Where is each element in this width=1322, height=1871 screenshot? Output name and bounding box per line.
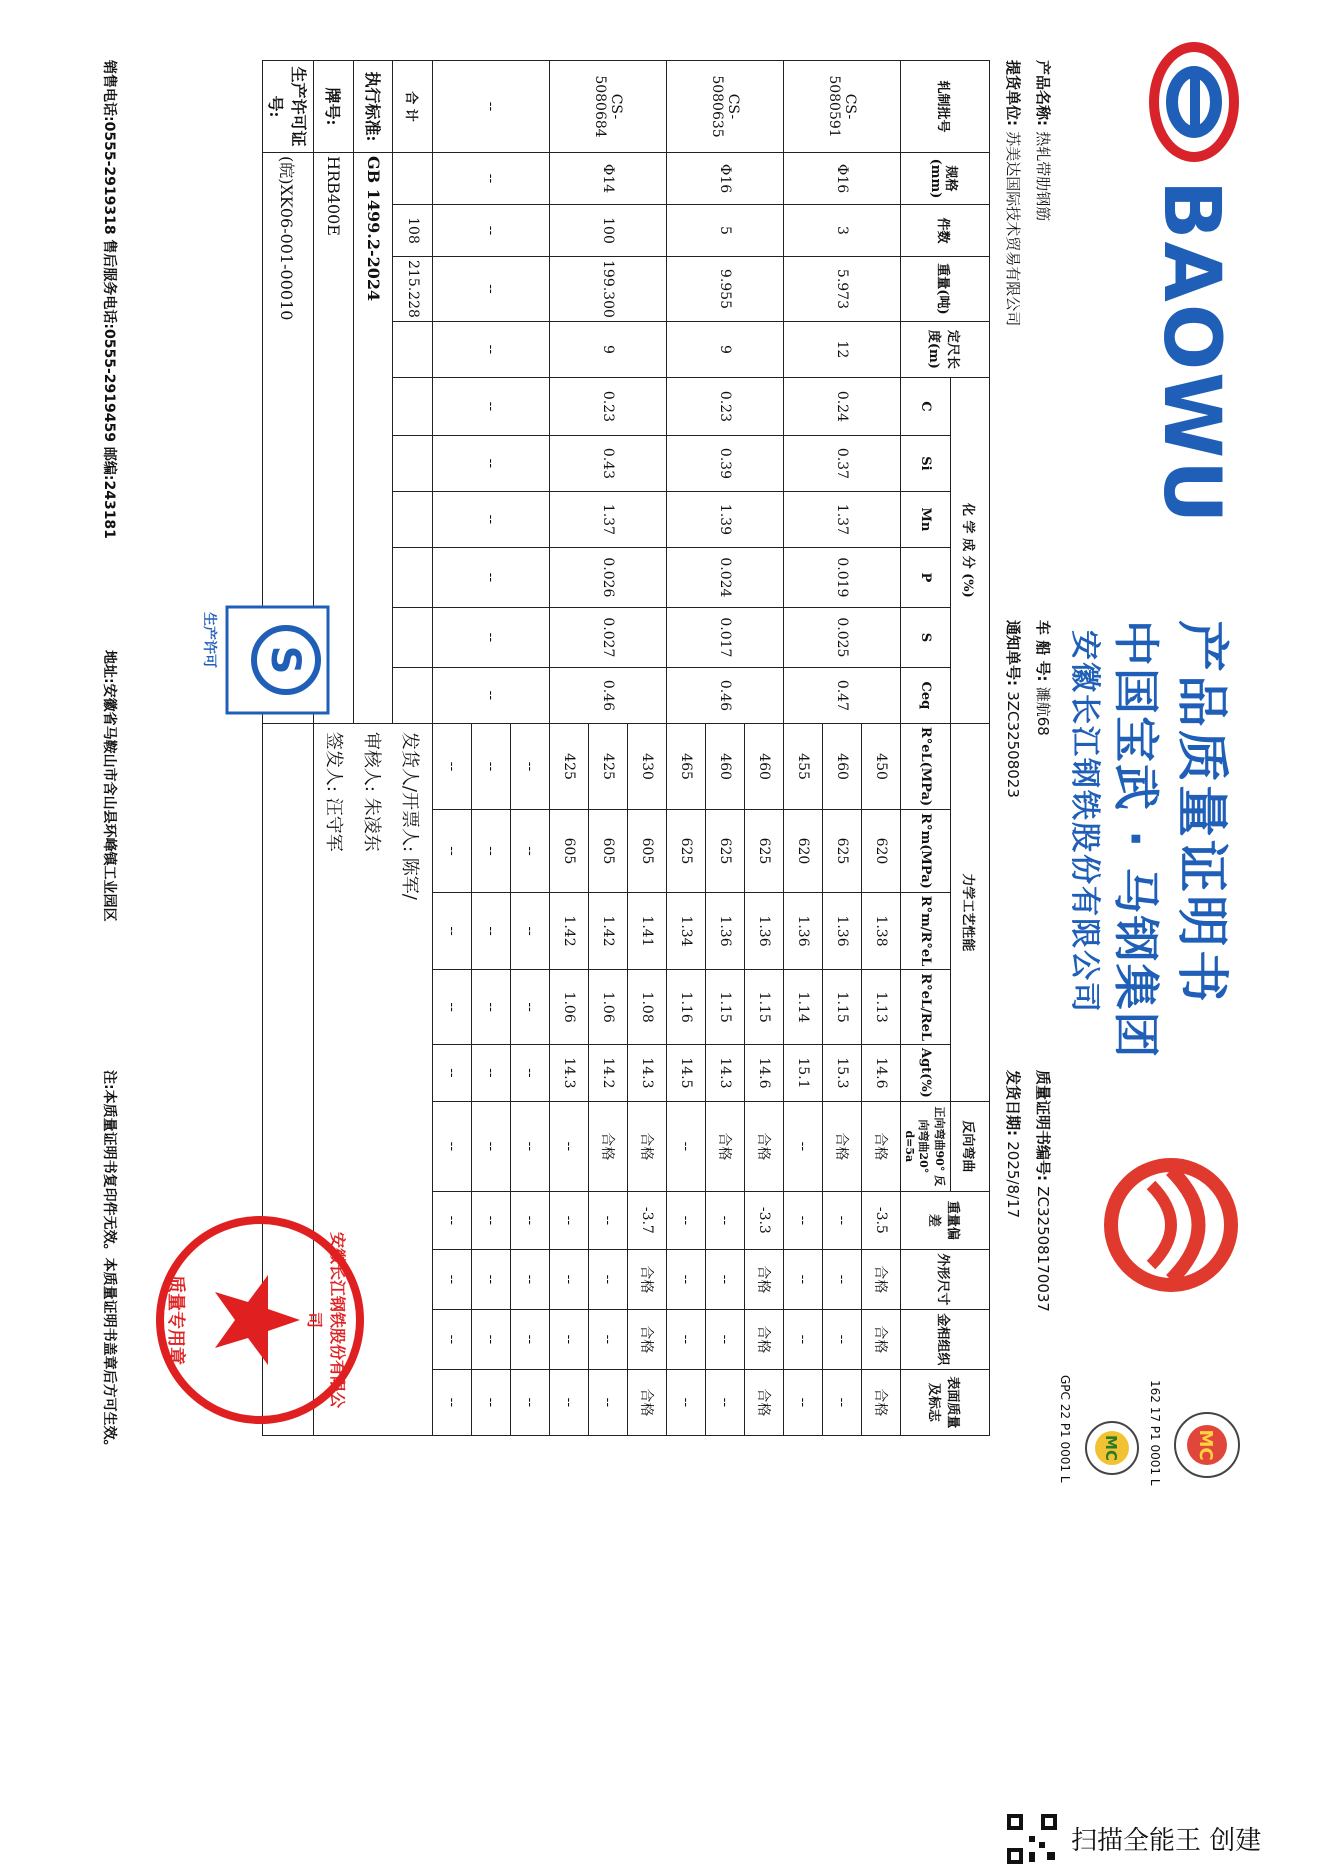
table-cell: -3.5 (862, 1191, 901, 1249)
table-cell: 625 (745, 810, 784, 893)
table-cell: -- (706, 1369, 745, 1435)
table-row (511, 61, 550, 1436)
table-cell: 9.955 (667, 257, 784, 322)
table-cell: 0.017 (667, 607, 784, 667)
table-cell: 0.019 (784, 547, 901, 607)
table-cell: -- (784, 1309, 823, 1369)
table-cell: 450 (862, 723, 901, 809)
table-cell: -- (472, 810, 511, 893)
table-cell: -- (706, 1249, 745, 1309)
table-cell: -- (823, 1249, 862, 1309)
table-cell: CS-5080635 (667, 61, 784, 153)
table-cell: 0.46 (550, 667, 667, 723)
group-name: 中国宝武 · 马钢集团 (1109, 620, 1163, 1060)
table-cell: 15.3 (823, 1045, 862, 1102)
phone-line: 销售电话:0555-2919318 售后服务电话:0555-2919459 邮编:243181 (101, 60, 117, 539)
product-line: 产品名称: 热轧带肋钢筋 (1034, 60, 1052, 222)
table-cell: -- (511, 810, 550, 893)
table-cell: 14.3 (706, 1045, 745, 1102)
table-cell: -- (823, 1309, 862, 1369)
table-cell: 100 (550, 205, 667, 257)
table-cell: -- (433, 153, 550, 205)
table-cell: 1.38 (862, 892, 901, 970)
table-cell: 1.41 (628, 892, 667, 970)
table-cell: 0.24 (784, 377, 901, 435)
table-cell: -- (433, 435, 550, 491)
table-cell: -- (433, 607, 550, 667)
table-cell: -- (589, 1309, 628, 1369)
table-cell: 605 (589, 810, 628, 893)
table-cell: CS-5080684 (550, 61, 667, 153)
table-cell: 0.024 (667, 547, 784, 607)
table-cell: 1.36 (706, 892, 745, 970)
cert-value: ZC32508170037 (1034, 1186, 1052, 1312)
table-row (862, 61, 901, 1436)
table-cell: 0.025 (784, 607, 901, 667)
table-cell: 625 (667, 810, 706, 893)
qs-label: 生产许可 (201, 612, 217, 668)
table-cell: 15.1 (784, 1045, 823, 1102)
table-cell: -- (550, 1191, 589, 1249)
table-cell: -3.3 (745, 1191, 784, 1249)
table-cell: 1.34 (667, 892, 706, 970)
table-cell: -- (589, 1191, 628, 1249)
table-cell: 合格 (862, 1369, 901, 1435)
table-cell: -- (550, 1249, 589, 1309)
table-cell: 14.6 (745, 1045, 784, 1102)
table-cell: 合格 (862, 1101, 901, 1191)
baowu-logo-icon (1144, 40, 1244, 170)
table-cell: -- (433, 61, 550, 153)
table-cell: 合格 (862, 1249, 901, 1309)
header-row-1: 轧制批号 规格(mm) 件数 重量(吨) 定尺长度(m) 化 学 成 分 (%) 力学工艺性能 反向弯曲 重量偏差 外形尺寸 金相组织 表面质量及标志 (951, 61, 990, 1436)
table-cell: -- (433, 205, 550, 257)
mc-green-certification-icon (1084, 1420, 1140, 1476)
address-line: 地址:安徽省马鞍山市含山县环峰镇工业园区 (101, 650, 117, 922)
table-cell: -- (667, 1369, 706, 1435)
certificate-document (50, 30, 1250, 1590)
table-cell: -- (433, 1369, 472, 1435)
table-cell: -- (823, 1191, 862, 1249)
table-cell: 605 (550, 810, 589, 893)
seal-bottom-text: 质量专用章 (165, 1275, 186, 1365)
table-cell: -- (550, 1369, 589, 1435)
notice-value: 3ZC32508023 (1004, 691, 1022, 798)
cert-line: 质量证明书编号: ZC32508170037 (1034, 1070, 1052, 1312)
table-cell: 1.16 (667, 970, 706, 1045)
table-cell: -- (472, 1369, 511, 1435)
qr-code-icon (1005, 1812, 1059, 1866)
table-cell: -- (784, 1249, 823, 1309)
table-cell: 合格 (862, 1309, 901, 1369)
table-cell: -- (511, 1101, 550, 1191)
date-value: 2025/8/17 (1004, 1141, 1022, 1219)
table-cell: 455 (784, 723, 823, 809)
table-cell: 合格 (706, 1101, 745, 1191)
table-cell: -- (706, 1309, 745, 1369)
table-cell: -- (706, 1191, 745, 1249)
table-cell: 0.39 (667, 435, 784, 491)
quality-table (262, 60, 990, 1436)
table-cell: 0.46 (667, 667, 784, 723)
table-cell: 1.08 (628, 970, 667, 1045)
table-cell: 460 (706, 723, 745, 809)
table-cell: Φ16 (784, 153, 901, 205)
table-cell: 1.15 (745, 970, 784, 1045)
table-cell: -- (472, 1249, 511, 1309)
table-cell: 5 (667, 205, 784, 257)
table-cell: 625 (823, 810, 862, 893)
table-cell: 1.15 (823, 970, 862, 1045)
table-cell: -- (433, 970, 472, 1045)
masteel-logo-icon (1096, 1150, 1246, 1300)
table-cell: -- (433, 547, 550, 607)
table-row (745, 61, 784, 1436)
table-cell: 0.23 (550, 377, 667, 435)
table-cell: Φ16 (667, 153, 784, 205)
table-cell: 1.14 (784, 970, 823, 1045)
table-cell: -3.7 (628, 1191, 667, 1249)
table-cell: 合格 (628, 1101, 667, 1191)
seal-top-text: 安徽长江钢铁股份有限公司 (305, 1231, 347, 1408)
table-cell: 0.47 (784, 667, 901, 723)
svg-text:MC: MC (1195, 1429, 1216, 1461)
table-cell: -- (667, 1191, 706, 1249)
table-cell: 430 (628, 723, 667, 809)
table-cell: Φ14 (550, 153, 667, 205)
table-cell: -- (823, 1369, 862, 1435)
table-cell: -- (433, 1045, 472, 1102)
table-cell: 合格 (823, 1101, 862, 1191)
table-cell: 199.300 (550, 257, 667, 322)
date-line: 发货日期: 2025/8/17 (1004, 1070, 1022, 1219)
table-cell: -- (433, 810, 472, 893)
table-cell: 1.15 (706, 970, 745, 1045)
vehicle-line: 车 船 号: 濉航68 (1034, 620, 1052, 736)
table-cell: 12 (784, 321, 901, 377)
table-cell: -- (550, 1101, 589, 1191)
scanner-label: 扫描全能王 创建 (1071, 1826, 1262, 1856)
table-cell: -- (589, 1249, 628, 1309)
table-cell: 1.36 (823, 892, 862, 970)
standard-row: 执行标准: GB 1499.2-2024 (353, 61, 393, 1436)
signer-line: 签发人: 汪守军 (323, 731, 344, 852)
table-cell: -- (784, 1191, 823, 1249)
header-row-2: C Si Mn P S Ceq R°eL(MPa) R°m(MPa) R°m/R°eL R°eL/ReL Agt(%) 正向弯曲90° 反向弯曲20° d=5a (901, 61, 951, 1436)
table-cell: -- (511, 1249, 550, 1309)
table-row (628, 61, 667, 1436)
page-title: 产品质量证明书 (1171, 620, 1231, 1006)
table-cell: CS-5080591 (784, 61, 901, 153)
table-cell: -- (511, 1309, 550, 1369)
table-cell: 合格 (745, 1249, 784, 1309)
license-row: 生产许可证号: (皖)XK06-001-00010 (263, 61, 314, 1436)
table-cell: -- (472, 1101, 511, 1191)
table-cell: 1.39 (667, 491, 784, 547)
mc-code-2: GPC 22 P1 0001 L (1058, 1375, 1072, 1483)
table-cell: 合格 (589, 1101, 628, 1191)
table-cell: -- (511, 1191, 550, 1249)
table-cell: -- (433, 377, 550, 435)
table-cell: 1.37 (784, 491, 901, 547)
table-cell: -- (511, 892, 550, 970)
table-cell: 3 (784, 205, 901, 257)
table-cell: -- (667, 1249, 706, 1309)
table-cell: 14.3 (550, 1045, 589, 1102)
qs-production-license-icon (225, 605, 330, 715)
table-cell: -- (667, 1101, 706, 1191)
table-cell: 合格 (628, 1369, 667, 1435)
table-cell: -- (433, 723, 472, 809)
table-cell: -- (433, 1249, 472, 1309)
table-cell: -- (472, 1045, 511, 1102)
buyer-value: 苏美达国际技术贸易有限公司 (1004, 131, 1022, 327)
table-cell: -- (511, 723, 550, 809)
table-cell: 460 (745, 723, 784, 809)
table-cell: 14.3 (628, 1045, 667, 1102)
table-cell: -- (511, 1045, 550, 1102)
table-cell: 465 (667, 723, 706, 809)
table-cell: 625 (706, 810, 745, 893)
total-row: 合 计 108 215.228 发货人/开票人: 陈军/ 审核人: 朱凌东 签发人: 汪守军 (393, 61, 433, 1436)
table-cell: 0.43 (550, 435, 667, 491)
table-cell: 5.973 (784, 257, 901, 322)
table-cell: -- (433, 257, 550, 322)
table-cell: 425 (550, 723, 589, 809)
mc-certification-icon (1172, 1410, 1242, 1480)
table-cell: 14.5 (667, 1045, 706, 1102)
mc-code-1: 162 17 P1 0001 L (1148, 1380, 1162, 1486)
table-cell: 14.6 (862, 1045, 901, 1102)
table-cell: 460 (823, 723, 862, 809)
table-cell: -- (472, 892, 511, 970)
table-cell: -- (511, 1369, 550, 1435)
table-cell: -- (433, 667, 550, 723)
table-cell: -- (472, 1191, 511, 1249)
brand-name: BAOWU (1146, 180, 1236, 526)
svg-text:MC: MC (1102, 1435, 1120, 1461)
buyer-line: 提货单位: 苏美达国际技术贸易有限公司 (1004, 60, 1022, 327)
table-cell: -- (784, 1369, 823, 1435)
vehicle-value: 濉航68 (1034, 686, 1052, 736)
table-cell: 620 (862, 810, 901, 893)
table-cell: -- (433, 892, 472, 970)
table-cell: 9 (550, 321, 667, 377)
table-cell: 605 (628, 810, 667, 893)
table-cell: -- (511, 970, 550, 1045)
table-cell: 合格 (628, 1309, 667, 1369)
table-cell: 合格 (745, 1369, 784, 1435)
reviewer-line: 审核人: 朱凌东 (361, 731, 382, 852)
table-cell: 合格 (745, 1101, 784, 1191)
table-cell: 1.36 (784, 892, 823, 970)
table-cell: 1.37 (550, 491, 667, 547)
company-name: 安徽长江钢铁股份有限公司 (1067, 630, 1102, 1014)
table-cell: -- (550, 1309, 589, 1369)
table-cell: 620 (784, 810, 823, 893)
table-cell: 425 (589, 723, 628, 809)
table-cell: -- (472, 970, 511, 1045)
table-cell: 1.13 (862, 970, 901, 1045)
notice-line: 通知单号: 3ZC32508023 (1004, 620, 1022, 798)
table-body (433, 61, 901, 1436)
product-value: 热轧带肋钢筋 (1034, 131, 1052, 222)
table-cell: 合格 (628, 1249, 667, 1309)
table-cell: -- (589, 1369, 628, 1435)
grade-row: 牌号: HRB400E (314, 61, 354, 1436)
table-cell: 1.06 (550, 970, 589, 1045)
table-cell: 0.026 (550, 547, 667, 607)
table-cell: 9 (667, 321, 784, 377)
table-cell: -- (433, 1191, 472, 1249)
table-cell: 1.36 (745, 892, 784, 970)
table-cell: -- (433, 321, 550, 377)
table-cell: -- (433, 1101, 472, 1191)
table-cell: 1.42 (550, 892, 589, 970)
table-cell: -- (667, 1309, 706, 1369)
note-line: 注:本质量证明书复印件无效。本质量证明书盖章后方可生效。 (101, 1070, 117, 1454)
table-cell: 合格 (745, 1309, 784, 1369)
table-cell: 0.37 (784, 435, 901, 491)
table-cell: -- (472, 1309, 511, 1369)
table-cell: 14.2 (589, 1045, 628, 1102)
table-cell: 0.027 (550, 607, 667, 667)
table-cell: 0.23 (667, 377, 784, 435)
svg-text:S: S (262, 645, 308, 675)
issuer-line: 发货人/开票人: 陈军/ (399, 731, 420, 900)
table-cell: 1.42 (589, 892, 628, 970)
table-cell: 1.06 (589, 970, 628, 1045)
table-cell: -- (433, 1309, 472, 1369)
table-cell: -- (784, 1101, 823, 1191)
table-cell: -- (472, 723, 511, 809)
table-cell: -- (433, 491, 550, 547)
